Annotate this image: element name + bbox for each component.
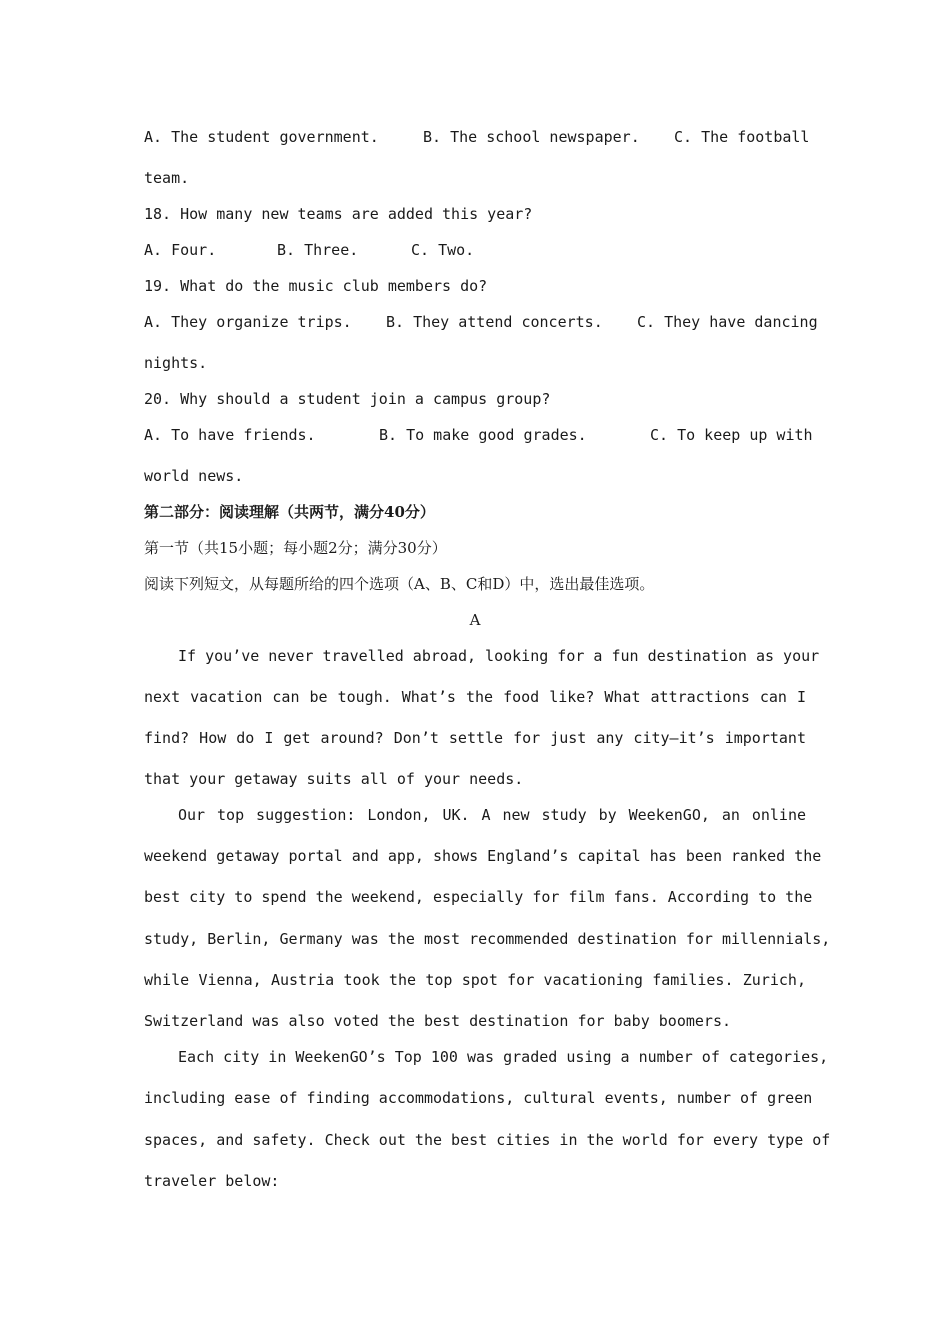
q20-option-c: C. To keep up with bbox=[650, 426, 813, 444]
q18-option-b: B. Three. bbox=[277, 241, 359, 259]
q20-question: 20. Why should a student join a campus group? bbox=[144, 390, 551, 408]
q18-option-c: C. Two. bbox=[411, 241, 475, 259]
p2-line: best city to spend the weekend, especially for film fans. According to the bbox=[144, 888, 813, 906]
q20-option-a: A. To have friends. bbox=[144, 426, 316, 444]
q17-option-a: A. The student government. bbox=[144, 128, 379, 146]
p3-line: including ease of finding accommodations, cultural events, number of green bbox=[144, 1089, 813, 1107]
p1-line: If you’ve never travelled abroad, looking for a fun destination as your bbox=[178, 647, 820, 665]
q18-question: 18. How many new teams are added this year? bbox=[144, 205, 533, 223]
q19-option-b: B. They attend concerts. bbox=[386, 313, 603, 331]
p1-line: that your getaway suits all of your needs. bbox=[144, 770, 524, 788]
p1-line: find? How do I get around? Don’t settle for just any city—it’s important bbox=[144, 729, 806, 747]
p3-line: spaces, and safety. Check out the best cities in the world for every type of bbox=[144, 1131, 831, 1149]
q17-option-b: B. The school newspaper. bbox=[423, 128, 640, 146]
q19-option-c-continued: nights. bbox=[144, 354, 208, 372]
p2-line: study, Berlin, Germany was the most recommended destination for millennials, bbox=[144, 930, 831, 948]
instruction-text: 阅读下列短文，从每题所给的四个选项（A、B、C和D）中，选出最佳选项。 bbox=[144, 575, 655, 593]
q18-option-a: A. Four. bbox=[144, 241, 217, 259]
q19-option-a: A. They organize trips. bbox=[144, 313, 352, 331]
q20-option-b: B. To make good grades. bbox=[379, 426, 587, 444]
passage-label: A bbox=[469, 611, 481, 629]
q19-question: 19. What do the music club members do? bbox=[144, 277, 488, 295]
q19-option-c: C. They have dancing bbox=[637, 313, 818, 331]
p2-line: Switzerland was also voted the best destination for baby boomers. bbox=[144, 1012, 731, 1030]
document-page bbox=[144, 0, 831, 1344]
p3-line: traveler below: bbox=[144, 1172, 280, 1190]
part2-heading: 第二部分：阅读理解（共两节，满分40分） bbox=[144, 503, 435, 521]
section1-heading: 第一节（共15小题；每小题2分；满分30分） bbox=[144, 539, 447, 557]
p2-line: while Vienna, Austria took the top spot for vacationing families. Zurich, bbox=[144, 971, 806, 989]
p2-line: Our top suggestion: London, UK. A new study by WeekenGO, an online bbox=[178, 806, 806, 824]
p2-line: weekend getaway portal and app, shows England’s capital has been ranked the bbox=[144, 847, 822, 865]
q17-option-c-continued: team. bbox=[144, 169, 190, 187]
q17-option-c: C. The football bbox=[674, 128, 810, 146]
p3-line: Each city in WeekenGO’s Top 100 was graded using a number of categories, bbox=[178, 1048, 829, 1066]
p1-line: next vacation can be tough. What’s the food like? What attractions can I bbox=[144, 688, 806, 706]
q20-option-c-continued: world news. bbox=[144, 467, 244, 485]
